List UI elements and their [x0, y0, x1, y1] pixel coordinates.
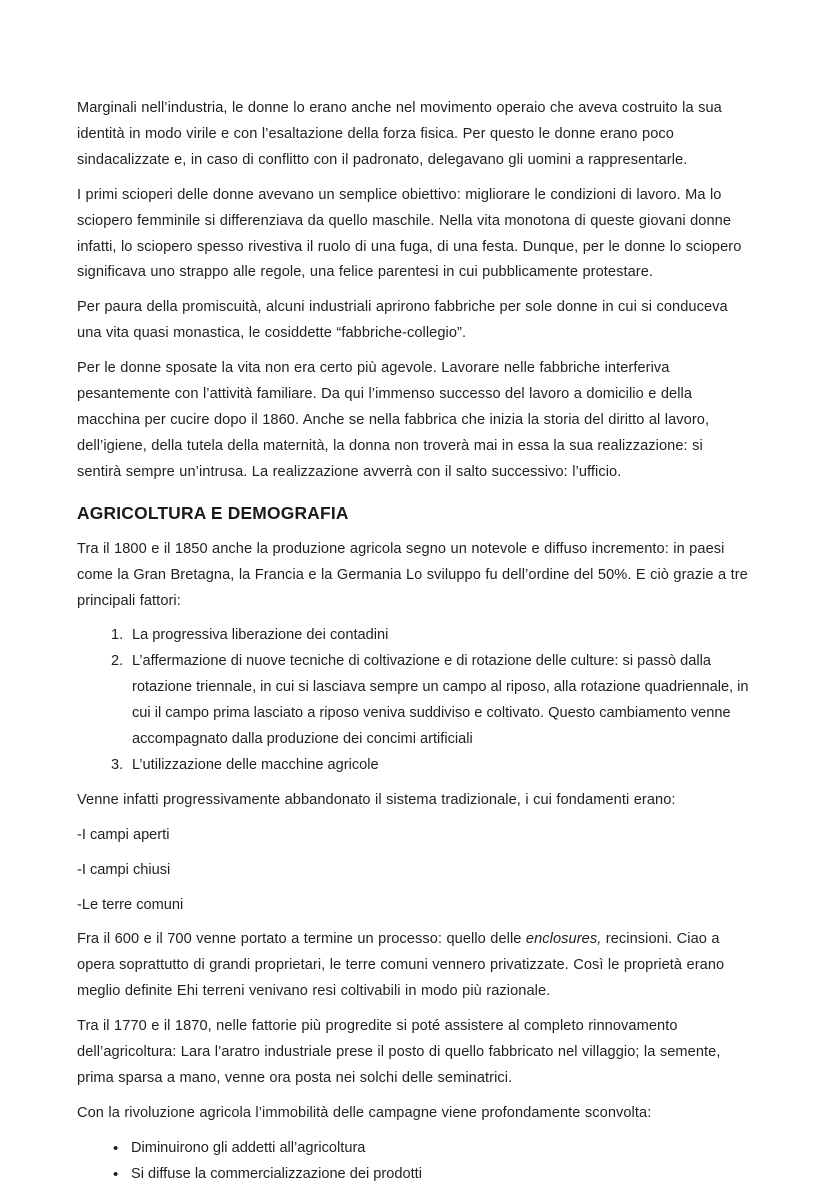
bullet-list: [77, 1136, 751, 1188]
dash-line-3: -Le terre comuni: [77, 896, 184, 913]
paragraph-7: [77, 927, 751, 1005]
list-item: L’affermazione di nuove tecniche di coltivazione e di rotazione delle culture: si passò dalla rotazione triennale, in cui si lasciava sempre un campo al riposo, alla rotazione quadriennale, in cui il campo prima lasciato a riposo veniva suddiviso e coltivato. Questo cambiamento venne accompagnato dalla produzione dei concimi artificiali: [132, 653, 749, 748]
paragraph-7-text-before: Fra il 600 e il 700 venne portato a termine un processo: quello delle: [77, 931, 526, 948]
paragraph-8: Tra il 1770 e il 1870, nelle fattorie più progredite si poté assistere al completo rinnovamento dell’agricoltura: Lara l’aratro industriale prese il posto di quello fabbricato nel villaggio; la semente, prima sparsa a mano, venne ora posta nei solchi delle seminatrici.: [77, 1018, 721, 1086]
paragraph-7-text-after: recinsioni. Ciao a opera soprattutto di grandi proprietari, le terre comuni vennero privatizzate. Così le proprietà erano meglio definite Ehi terreni venivano resi coltivabili in modo più razionale.: [77, 931, 725, 1000]
list-item: • Diminuirono gli addetti all’agricoltura: [77, 1136, 751, 1162]
numbered-list: [77, 623, 751, 778]
paragraph-3: Per paura della promiscuità, alcuni industriali aprirono fabbriche per sole donne in cui si conduceva una vita quasi monastica, le cosiddette “fabbriche-collegio”.: [77, 299, 728, 342]
paragraph-4: Per le donne sposate la vita non era certo più agevole. Lavorare nelle fabbriche interferiva pesantemente con l’attività familiare. Da qui l’immenso successo del lavoro a domicilio e della macchina per cucire dopo il 1860. Anche se nella fabbrica che inizia la storia del diritto al lavoro, dell’igiene, della tutela della maternità, la donna non troverà mai in essa la sua realizzazione: si sentirà sempre un’intrusa. La realizzazione avverrà con il salto successivo: l’ufficio.: [77, 360, 710, 480]
paragraph-2: I primi scioperi delle donne avevano un semplice obiettivo: migliorare le condizioni di lavoro. Ma lo sciopero femminile si differenziava da quello maschile. Nella vita monotona di queste giovani donne infatti, lo sciopero spesso rivestiva il ruolo di una fuga, di una festa. Dunque, per le donne lo sciopero significava uno strappo alle regole, una felice parentesi in cui pubblicamente protestare.: [77, 186, 742, 281]
paragraph-9: Con la rivoluzione agricola l’immobilità delle campagne viene profondamente sconvolta:: [77, 1104, 652, 1121]
list-item: L’utilizzazione delle macchine agricole: [132, 756, 379, 773]
italic-term-enclosures: enclosures,: [525, 931, 602, 948]
dash-line-2: -I campi chiusi: [77, 861, 171, 878]
list-item: La progressiva liberazione dei contadini: [132, 627, 389, 644]
paragraph-5: Tra il 1800 e il 1850 anche la produzione agricola segno un notevole e diffuso incremento: in paesi come la Gran Bretagna, la Francia e la Germania Lo sviluppo fu dell’ordine del 50%. E ciò grazie a tre principali fattori:: [77, 540, 748, 609]
paragraph-1: Marginali nell’industria, le donne lo erano anche nel movimento operaio che aveva costruito la sua identità in modo virile e con l’esaltazione della forza fisica. Per questo le donne erano poco sindacalizzate e, in caso di conflitto con il padronato, delegavano gli uomini a rappresentarle.: [77, 100, 722, 168]
document-body: [77, 96, 751, 1188]
dash-line-1: -I campi aperti: [77, 826, 170, 843]
page-title: AGRICOLTURA E DEMOGRAFIA: [77, 502, 349, 523]
list-item: • Si diffuse la commercializzazione dei prodotti: [77, 1162, 751, 1188]
paragraph-6: Venne infatti progressivamente abbandonato il sistema tradizionale, i cui fondamenti erano:: [77, 791, 676, 808]
